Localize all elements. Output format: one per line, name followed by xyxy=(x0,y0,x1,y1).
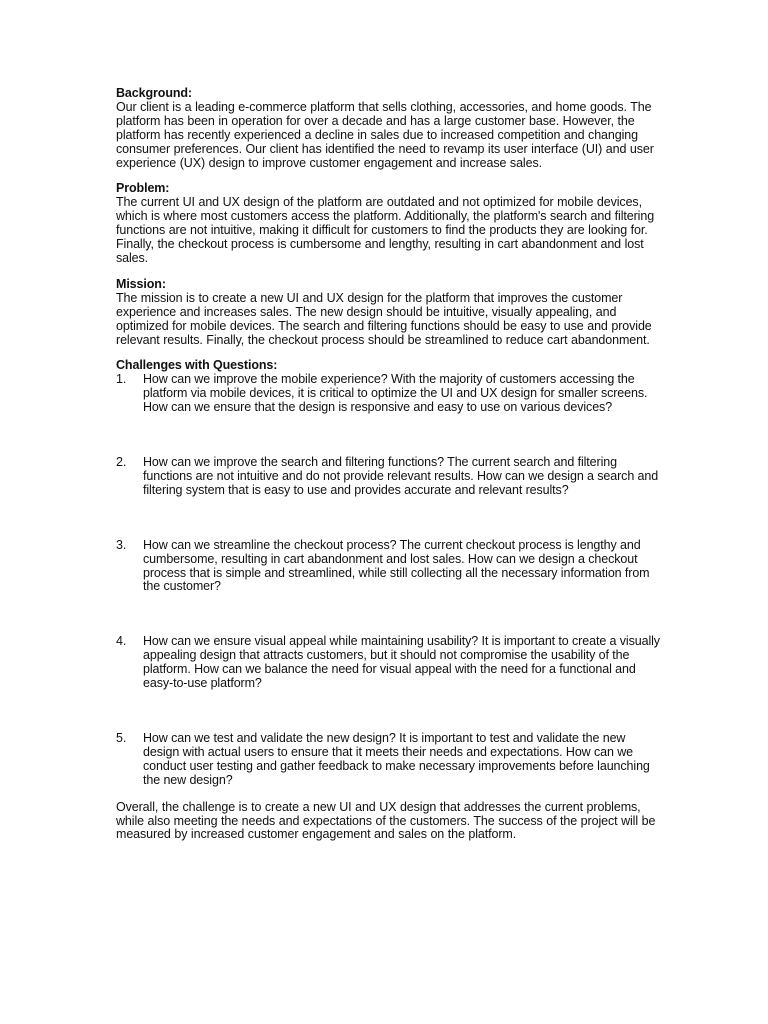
background-paragraph: Our client is a leading e-commerce platform that sells clothing, accessories, and home goods. The platform has been in operation for over a decade and has a large customer base. However, the platform has recently experienced a decline in sales due to increased competition and changing consumer preferences. Our client has identified the need to revamp its user interface (UI) and user experience (UX) design to improve customer engagement and increase sales. xyxy=(116,99,654,170)
background-section xyxy=(116,87,661,170)
list-item-text: How can we test and validate the new design? It is important to test and validate the new design with actual users to ensure that it meets their needs and expectations. How can we conduct user testing and gather feedback to make necessary improvements before launching the new design? xyxy=(143,731,650,787)
overall-paragraph: Overall, the challenge is to create a new UI and UX design that addresses the current problems, while also meeting the needs and expectations of the customers. The success of the project will be measured by increased customer engagement and sales on the platform. xyxy=(116,799,656,842)
list-item-number: 4. xyxy=(116,634,127,649)
challenges-section xyxy=(116,359,661,787)
list-item-text: How can we improve the search and filtering functions? The current search and filtering functions are not intuitive and do not provide relevant results. How can we design a search and filtering system that is easy to use and provides accurate and relevant results? xyxy=(143,455,659,497)
list-item-number: 3. xyxy=(116,537,127,552)
list-item xyxy=(116,539,661,595)
overall-section xyxy=(116,801,661,843)
list-item-text: How can we improve the mobile experience? With the majority of customers accessing the platform via mobile devices, it is critical to optimize the UI and UX design for smaller screens. How can we ensure that the design is responsive and easy to use on various devices? xyxy=(143,372,648,415)
list-item-number: 1. xyxy=(116,372,127,387)
problem-paragraph: The current UI and UX design of the platform are outdated and not optimized for mobile devices, which is where most customers access the platform. Additionally, the platform's search and filtering functions are not intuitive, making it difficult for customers to find the products they are looking for. Finally, the checkout process is cumbersome and lengthy, resulting in cart abandonment and lost sales. xyxy=(116,195,655,265)
list-item xyxy=(116,635,661,691)
list-item xyxy=(116,373,661,415)
list-item xyxy=(116,732,661,788)
background-heading: Background: xyxy=(116,86,192,100)
mission-paragraph: The mission is to create a new UI and UX design for the platform that improves the customer experience and increases sales. The new design should be intuitive, visually appealing, and optimized for mobile devices. The search and filtering functions should be easy to use and provide relevant results. Finally, the checkout process should be streamlined to reduce cart abandonment. xyxy=(116,290,652,347)
list-item-number: 2. xyxy=(116,455,127,470)
problem-section xyxy=(116,182,661,265)
list-item-number: 5. xyxy=(116,731,127,745)
list-item xyxy=(116,456,661,498)
list-item-text: How can we streamline the checkout process? The current checkout process is lengthy and cumbersome, resulting in cart abandonment and lost sales. How can we design a checkout process that is simple and streamlined, while still collecting all the necessary information from the customer? xyxy=(143,537,650,594)
document-page xyxy=(116,87,661,854)
problem-heading: Problem: xyxy=(116,181,170,196)
mission-heading: Mission: xyxy=(116,276,166,291)
list-item-text: How can we ensure visual appeal while maintaining usability? It is important to create a visually appealing design that attracts customers, but it should not compromise the usability of the platform. How can we balance the need for visual appeal with the need for a functional and easy-to-use platform? xyxy=(143,634,660,691)
challenges-list xyxy=(116,373,661,787)
challenges-heading: Challenges with Questions: xyxy=(116,358,278,373)
mission-section xyxy=(116,278,661,348)
